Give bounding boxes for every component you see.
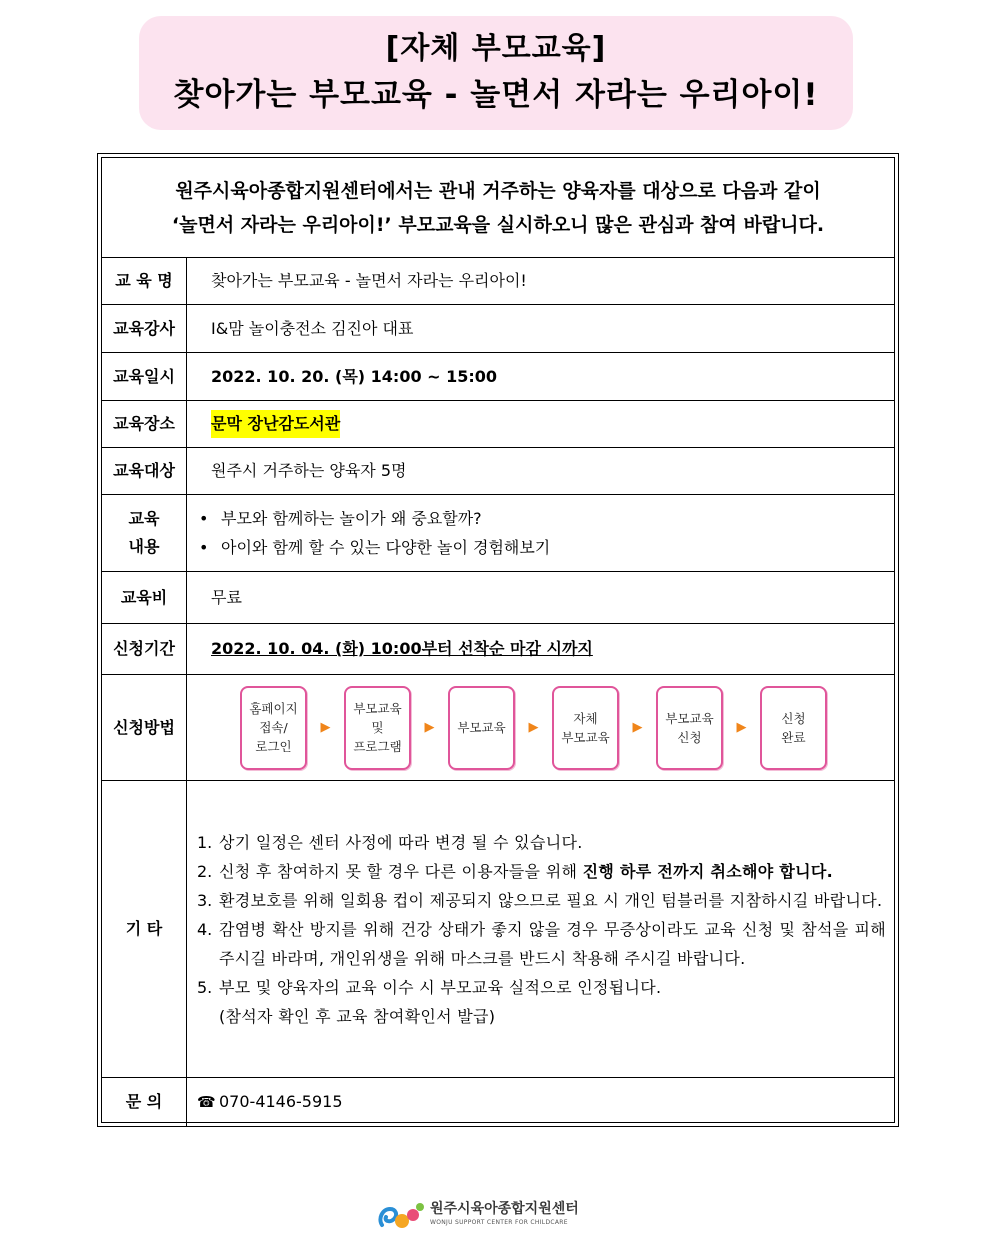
value-place: 문막 장난감도서관 (211, 410, 340, 438)
intro-text (102, 158, 894, 258)
content-list (187, 495, 894, 571)
arrow-right-icon: ▶ (528, 719, 539, 735)
label-datetime: 교육일시 (102, 353, 187, 400)
arrow-right-icon: ▶ (736, 719, 747, 735)
row-etc (102, 781, 894, 1078)
step-5-box: 부모교육 신청 (656, 686, 723, 770)
label-place: 교육장소 (102, 401, 187, 447)
title-line-2: 찾아가는 부모교육 - 놀면서 자라는 우리아이! (173, 77, 819, 113)
value-fee: 무료 (211, 587, 242, 607)
arrow-right-icon: ▶ (320, 719, 331, 735)
value-instructor: I&맘 놀이충전소 김진아 대표 (211, 318, 414, 338)
list-item: • 아이와 함께 할 수 있는 다양한 놀이 경험해보기 (199, 538, 551, 557)
list-item: • 부모와 함께하는 놀이가 왜 중요할까? (199, 509, 482, 528)
label-etc: 기 타 (102, 781, 187, 1077)
label-name: 교 육 명 (102, 258, 187, 304)
row-method (102, 675, 894, 781)
list-item: 4. 감염병 확산 방지를 위해 건강 상태가 좋지 않을 경우 무증상이라도 교육 신청 및 참석을 피해주시길 바라며, 개인위생을 위해 마스크를 반드시 착용해 주시길 바랍니다. (197, 919, 886, 968)
intro-line-2: ‘놀면서 자라는 우리아이!’ 부모교육을 실시하오니 많은 관심과 참여 바랍니다. (171, 213, 825, 236)
label-target: 교육대상 (102, 448, 187, 494)
contact-phone: 070-4146-5915 (219, 1092, 343, 1111)
label-period: 신청기간 (102, 624, 187, 674)
row-content (102, 495, 894, 572)
row-fee (102, 572, 894, 624)
value-target: 원주시 거주하는 양육자 5명 (211, 461, 407, 480)
list-item: 3. 환경보호를 위해 일회용 컵이 제공되지 않으므로 필요 시 개인 텀블러를 지참하시길 바랍니다. (197, 890, 883, 910)
center-logo-icon (376, 1197, 426, 1231)
arrow-right-icon: ▶ (424, 719, 435, 735)
step-6-box: 신청 완료 (760, 686, 827, 770)
step-2-box: 부모교육 및 프로그램 (344, 686, 411, 770)
footer-logo (376, 1196, 596, 1232)
row-period (102, 624, 894, 675)
info-table-frame (97, 153, 899, 1127)
org-name-korean: 원주시육아종합지원센터 (430, 1201, 579, 1217)
list-item: 1. 상기 일정은 센터 사정에 따라 변경 될 수 있습니다. (197, 832, 583, 852)
label-contact: 문 의 (102, 1078, 187, 1126)
label-fee: 교육비 (102, 572, 187, 623)
row-datetime (102, 353, 894, 401)
title-banner (139, 16, 853, 130)
intro-line-1: 원주시육아종합지원센터에서는 관내 거주하는 양육자를 대상으로 다음과 같이 (175, 179, 821, 202)
method-steps (187, 675, 894, 780)
step-3-box: 부모교육 (448, 686, 515, 770)
info-table (101, 157, 895, 1123)
label-instructor: 교육강사 (102, 305, 187, 352)
label-method: 신청방법 (102, 675, 187, 780)
value-datetime: 2022. 10. 20. (목) 14:00 ~ 15:00 (211, 366, 498, 386)
list-item: 5. 부모 및 양육자의 교육 이수 시 부모교육 실적으로 인정됩니다. (참석자 확인 후 교육 참여확인서 발급) (197, 977, 662, 1026)
row-instructor (102, 305, 894, 353)
phone-icon: ☎ (197, 1093, 216, 1111)
notes-list (187, 781, 894, 1077)
org-name-english: WONJU SUPPORT CENTER FOR CHILDCARE (430, 1219, 568, 1226)
label-content-line-1: 교육 (128, 509, 160, 528)
value-name: 찾아가는 부모교육 - 놀면서 자라는 우리아이! (211, 271, 527, 290)
step-1-box: 홈페이지 접속/ 로그인 (240, 686, 307, 770)
row-contact (102, 1078, 894, 1126)
arrow-right-icon: ▶ (632, 719, 643, 735)
row-place (102, 401, 894, 448)
label-content-line-2: 내용 (128, 537, 160, 556)
value-period: 2022. 10. 04. (화) 10:00부터 선착순 마감 시까지 (211, 639, 593, 658)
row-target (102, 448, 894, 495)
step-4-box: 자체 부모교육 (552, 686, 619, 770)
row-name (102, 258, 894, 305)
label-content (102, 495, 187, 571)
title-line-1: [자체 부모교육] (385, 31, 607, 66)
contact-value (187, 1078, 894, 1126)
list-item: 2. 신청 후 참여하지 못 할 경우 다른 이용자들을 위해 진행 하루 전까지 취소해야 합니다. (197, 861, 834, 881)
